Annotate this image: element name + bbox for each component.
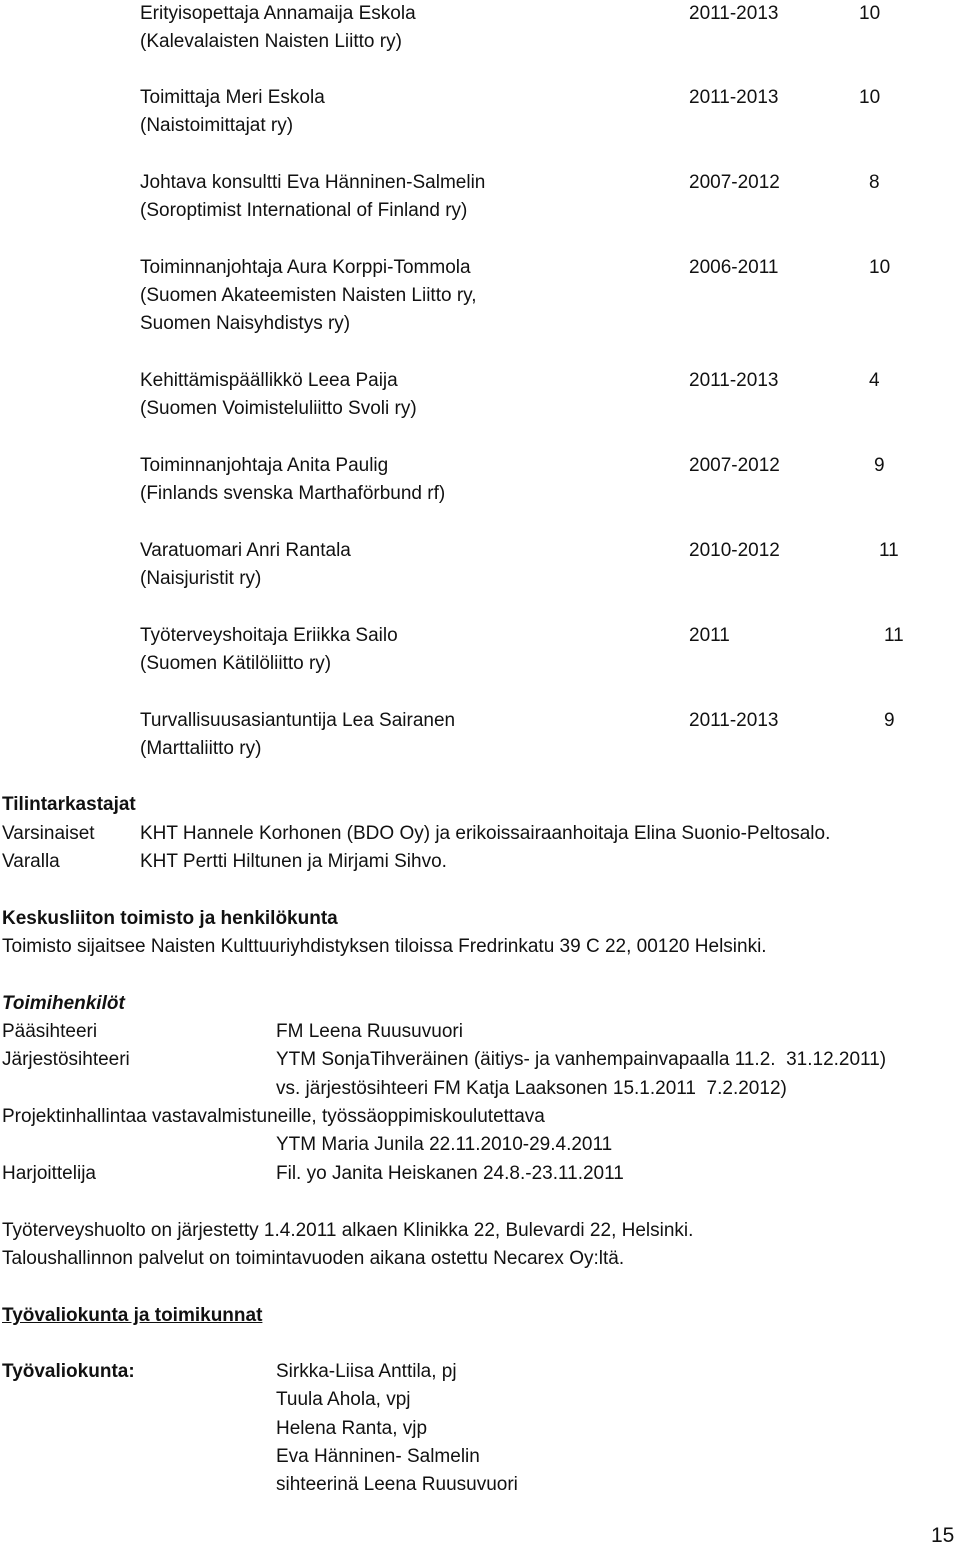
member-years: 2010-2012 [689,540,780,561]
member-organization: (Kalevalaisten Naisten Liitto ry) [140,31,402,52]
staff-label: Projektinhallintaa vastavalmistuneille, työssäoppimiskoulutettava [2,1106,545,1127]
member-organization: (Naisjuristit ry) [140,568,262,589]
committee-member: Helena Ranta, vjp [276,1418,428,1439]
staff-label: Pääsihteeri [2,1021,98,1042]
member-count: 8 [869,172,880,193]
member-years: 2011-2013 [689,87,779,108]
member-count: 10 [859,3,881,24]
member-title-name: Toiminnanjohtaja Aura Korppi-Tommola [140,257,471,278]
member-title-name: Erityisopettaja Annamaija Eskola [140,3,416,24]
member-years: 2011 [689,625,730,646]
committee-member: Tuula Ahola, vpj [276,1389,411,1410]
staff-label: Järjestösihteeri [2,1049,130,1070]
member-years: 2006-2011 [689,257,779,278]
member-title-name: Kehittämispäällikkö Leea Paija [140,370,398,391]
staff-value: YTM Maria Junila 22.11.2010-29.4.2011 [276,1134,613,1155]
member-title-name: Toimittaja Meri Eskola [140,87,325,108]
member-organization: (Finlands svenska Marthaförbund rf) [140,483,446,504]
staff-value: FM Leena Ruusuvuori [276,1021,463,1042]
member-years: 2011-2013 [689,370,779,391]
auditor-text: KHT Pertti Hiltunen ja Mirjami Sihvo. [140,851,447,872]
member-title-name: Turvallisuusasiantuntija Lea Sairanen [140,710,456,731]
office-text: Toimisto sijaitsee Naisten Kulttuuriyhdistyksen tiloissa Fredrinkatu 39 C 22, 00120 Helsinki. [2,936,767,957]
member-organization: Suomen Naisyhdistys ry) [140,313,351,334]
member-organization: (Suomen Akateemisten Naisten Liitto ry, [140,285,477,306]
member-organization: (Soroptimist International of Finland ry) [140,200,468,221]
staff-value: YTM SonjaTihveräinen (äitiys- ja vanhempainvapaalla 11.2. 31.12.2011) [276,1049,887,1070]
committee-member: Eva Hänninen- Salmelin [276,1446,480,1467]
staff-label: Harjoittelija [2,1163,96,1184]
member-organization: (Suomen Kätilöliitto ry) [140,653,332,674]
member-years: 2007-2012 [689,455,780,476]
member-title-name: Johtava konsultti Eva Hänninen-Salmelin [140,172,486,193]
member-title-name: Toiminnanjohtaja Anita Paulig [140,455,389,476]
committee-heading: Työvaliokunta ja toimikunnat [2,1305,263,1326]
member-count: 10 [859,87,881,108]
note-text: Taloushallinnon palvelut on toimintavuoden aikana ostettu Necarex Oy:ltä. [2,1248,625,1269]
member-count: 9 [884,710,895,731]
staff-value: vs. järjestösihteeri FM Katja Laaksonen 15.1.2011 7.2.2012) [276,1078,787,1099]
member-count: 11 [884,625,904,646]
member-title-name: Työterveyshoitaja Eriikka Sailo [140,625,398,646]
member-organization: (Suomen Voimisteluliitto Svoli ry) [140,398,417,419]
member-count: 4 [869,370,880,391]
committee-member: sihteerinä Leena Ruusuvuori [276,1474,518,1495]
member-years: 2011-2013 [689,710,779,731]
auditor-text: KHT Hannele Korhonen (BDO Oy) ja erikoissairaanhoitaja Elina Suonio-Peltosalo. [140,823,831,844]
note-text: Työterveyshuolto on järjestetty 1.4.2011 alkaen Klinikka 22, Bulevardi 22, Helsinki. [2,1220,694,1241]
auditor-label: Varsinaiset [2,823,95,844]
member-count: 10 [869,257,891,278]
committee-member: Sirkka-Liisa Anttila, pj [276,1361,457,1382]
staff-value: Fil. yo Janita Heiskanen 24.8.-23.11.2011 [276,1163,624,1184]
auditor-label: Varalla [2,851,60,872]
member-count: 9 [874,455,885,476]
auditors-heading: Tilintarkastajat [2,794,136,815]
member-organization: (Naistoimittajat ry) [140,115,294,136]
staff-heading: Toimihenkilöt [2,993,125,1014]
member-years: 2011-2013 [689,3,779,24]
member-years: 2007-2012 [689,172,780,193]
office-heading: Keskusliiton toimisto ja henkilökunta [2,908,338,929]
page-number: 15 [931,1524,955,1547]
committee-label: Työvaliokunta: [2,1361,135,1382]
member-title-name: Varatuomari Anri Rantala [140,540,351,561]
member-organization: (Marttaliitto ry) [140,738,262,759]
member-count: 11 [879,540,899,561]
